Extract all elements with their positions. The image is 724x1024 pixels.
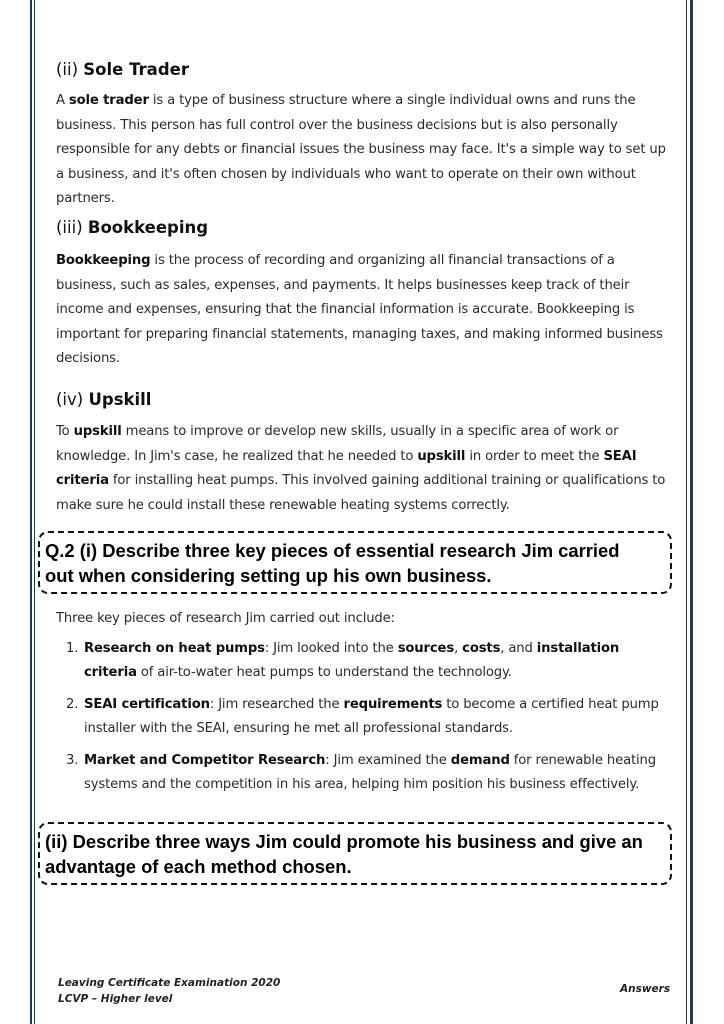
section-paragraph-bookkeeping [56,249,671,372]
text-run: A [56,93,69,108]
bold-term: Bookkeeping [56,253,151,268]
list-number: 3. [66,753,79,768]
page-border-right-inner [686,0,687,1024]
text-run: : Jim researched the [209,697,344,712]
section-title: Bookkeeping [87,218,209,237]
bold-term: installation criteria [84,641,620,680]
section-heading-sole-trader [56,60,189,79]
text-run: : Jim looked into the [264,641,398,656]
section-title: Upskill [88,390,152,409]
research-list-item [56,693,676,741]
text-run: To [56,424,74,439]
footer-line: Leaving Certificate Examination 2020 [58,977,281,989]
section-number: (iv) [56,390,84,409]
text-run: , [454,641,463,656]
question-line: (ii) Describe three ways Jim could promote his business and give an [45,831,643,852]
page-border-left [30,0,32,1024]
text-run: is the process of recording and organizing all financial transactions of a business, such as sales, expenses, and payments. It helps businesses keep track of their income and expenses, ensuring that the financial information is accurate. Bookkeeping is important for preparing financial statements, managing taxes, and making informed business decisions. [56,253,663,366]
section-heading-upskill [56,390,151,409]
section-number: (iii) [56,218,83,237]
text-run: in order to meet the [465,448,604,464]
bold-term: costs [462,641,501,656]
footer-answers-label: Answers [620,983,671,995]
page-border-left-inner [34,0,35,1024]
research-list-item [56,749,676,797]
text-run: for renewable heating systems and the competition in his area, helping him position his business effectively. [84,753,656,792]
bold-term: sole trader [68,93,149,108]
section-title: Sole Trader [83,60,189,79]
section-paragraph-upskill [56,420,671,518]
bold-term: upskill [73,424,122,439]
bold-term: SEAI criteria [56,448,637,488]
text-run: for installing heat pumps. This involved gaining additional training or qualifications to make sure he could install these renewable heating systems correctly. [56,473,666,513]
question-box-q2-ii [38,822,672,885]
list-number: 1. [66,641,79,656]
text-run: , and [500,641,537,656]
text-run: of air-to-water heat pumps to understand the technology. [136,665,512,680]
section-heading-bookkeeping [56,218,208,237]
bold-term: upskill [417,448,466,464]
text-run: : Jim examined the [325,753,451,768]
bold-term: sources [397,641,455,656]
text-run: is a type of business structure where a single individual owns and runs the business. This person has full control over the business decisions but is also personally responsible for any debts or financial issues the business may face. It's a simple way to set up a business, and it's often chosen by individuals who want to operate on their own without partners. [56,93,666,206]
question-box-q2-i [38,531,672,594]
research-list [56,637,676,805]
research-list-item [56,637,676,685]
text-run: means to improve or develop new skills, usually in a specific area of work or knowledge. In Jim's case, he realized that he needed to [56,424,619,464]
section-paragraph-sole-trader [56,89,671,212]
question-line: advantage of each method chosen. [45,856,352,877]
question-line: Q.2 (i) Describe three key pieces of essential research Jim carried [45,540,620,561]
list-number: 2. [66,697,79,712]
text-run: to become a certified heat pump installer with the SEAI, ensuring he met all professional standards. [84,697,659,736]
page-border-right [690,0,693,1024]
bold-term: Market and Competitor Research [84,753,326,768]
bold-term: SEAI certification [84,697,210,712]
section-number: (ii) [56,60,79,79]
footer-exam-info [58,975,280,1007]
bold-term: requirements [343,697,443,712]
question-line: out when considering setting up his own business. [45,565,492,586]
bold-term: demand [450,753,510,768]
bold-term: Research on heat pumps [84,641,265,656]
answer-intro: Three key pieces of research Jim carried out include: [56,611,395,626]
footer-line: LCVP – Higher level [58,993,173,1005]
